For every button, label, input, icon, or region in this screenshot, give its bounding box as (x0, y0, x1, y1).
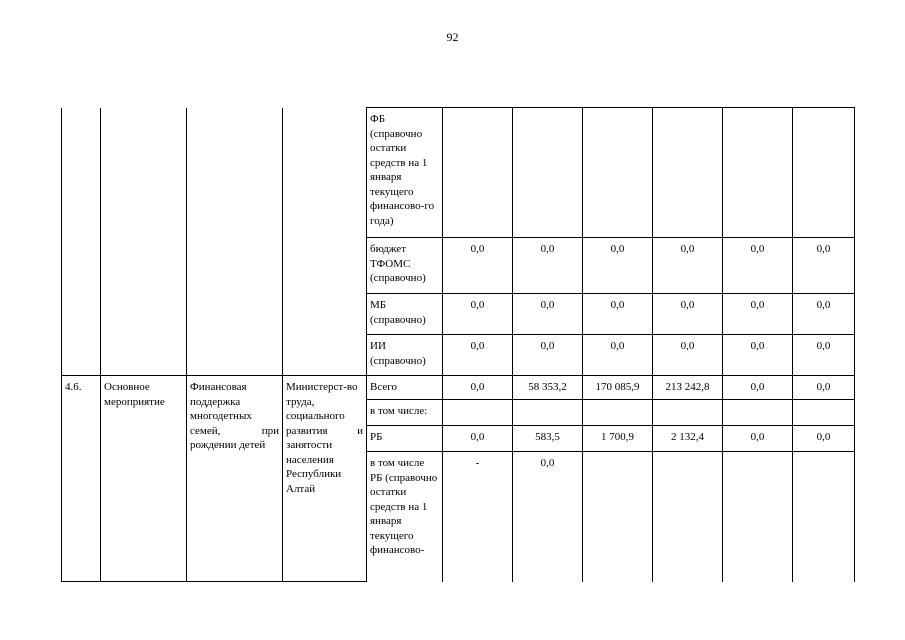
value-cell: 0,0 (793, 238, 855, 294)
item-name-cell: Финансовая поддержка многодетных семей, при рождении детей (187, 376, 283, 582)
value-cell: 583,5 (513, 426, 583, 452)
item-number-cell: 4.6. (62, 376, 101, 582)
value-cell: 0,0 (723, 238, 793, 294)
value-cell: 0,0 (653, 238, 723, 294)
value-cell (723, 108, 793, 238)
funding-source-cell: в том числе РБ (справочно остатки средств на 1 января текущего финансово- (367, 452, 443, 582)
funding-source-cell: в том числе: (367, 400, 443, 426)
value-cell (583, 452, 653, 582)
value-cell: - (443, 452, 513, 582)
value-cell: 0,0 (443, 238, 513, 294)
value-cell: 0,0 (583, 238, 653, 294)
value-cell (793, 452, 855, 582)
value-cell (583, 400, 653, 426)
value-cell (443, 108, 513, 238)
page-number: 92 (446, 30, 459, 44)
value-cell: 170 085,9 (583, 376, 653, 400)
table-row (62, 376, 855, 400)
value-cell (653, 108, 723, 238)
value-cell: 58 353,2 (513, 376, 583, 400)
funding-source-cell: ИИ (справочно) (367, 335, 443, 376)
value-cell (653, 400, 723, 426)
value-cell (583, 108, 653, 238)
value-cell: 0,0 (443, 426, 513, 452)
value-cell: 0,0 (653, 294, 723, 335)
value-cell (513, 108, 583, 238)
value-cell (793, 108, 855, 238)
value-cell: 0,0 (723, 426, 793, 452)
value-cell: 2 132,4 (653, 426, 723, 452)
value-cell: 0,0 (723, 335, 793, 376)
executor-cell-blank (283, 108, 367, 376)
value-cell: 0,0 (583, 335, 653, 376)
value-cell: 0,0 (793, 294, 855, 335)
value-cell (513, 400, 583, 426)
value-cell: 0,0 (653, 335, 723, 376)
funding-source-cell: ФБ (справочно остатки средств на 1 января текущего финансово-го года) (367, 108, 443, 238)
budget-table (61, 107, 855, 582)
value-cell: 0,0 (443, 376, 513, 400)
value-cell: 0,0 (513, 294, 583, 335)
funding-source-cell: РБ (367, 426, 443, 452)
value-cell (723, 400, 793, 426)
value-cell: 0,0 (723, 376, 793, 400)
funding-source-cell: МБ (справочно) (367, 294, 443, 335)
value-cell (653, 452, 723, 582)
table-row (62, 108, 855, 238)
value-cell: 0,0 (793, 335, 855, 376)
item-executor-cell: Министерст-во труда, социального развития и занятости населения Республики Алтай (283, 376, 367, 582)
value-cell: 0,0 (513, 335, 583, 376)
funding-source-cell: Всего (367, 376, 443, 400)
value-cell: 0,0 (793, 426, 855, 452)
value-cell: 213 242,8 (653, 376, 723, 400)
value-cell: 0,0 (443, 294, 513, 335)
value-cell: 0,0 (443, 335, 513, 376)
number-cell-blank (62, 108, 101, 376)
value-cell: 0,0 (723, 294, 793, 335)
name-cell-blank (187, 108, 283, 376)
value-cell (443, 400, 513, 426)
funding-source-cell: бюджет ТФОМС (справочно) (367, 238, 443, 294)
value-cell: 0,0 (793, 376, 855, 400)
value-cell: 0,0 (583, 294, 653, 335)
value-cell (793, 400, 855, 426)
item-type-cell: Основное мероприятие (101, 376, 187, 582)
value-cell: 1 700,9 (583, 426, 653, 452)
value-cell (723, 452, 793, 582)
value-cell: 0,0 (513, 238, 583, 294)
type-cell-blank (101, 108, 187, 376)
value-cell: 0,0 (513, 452, 583, 582)
